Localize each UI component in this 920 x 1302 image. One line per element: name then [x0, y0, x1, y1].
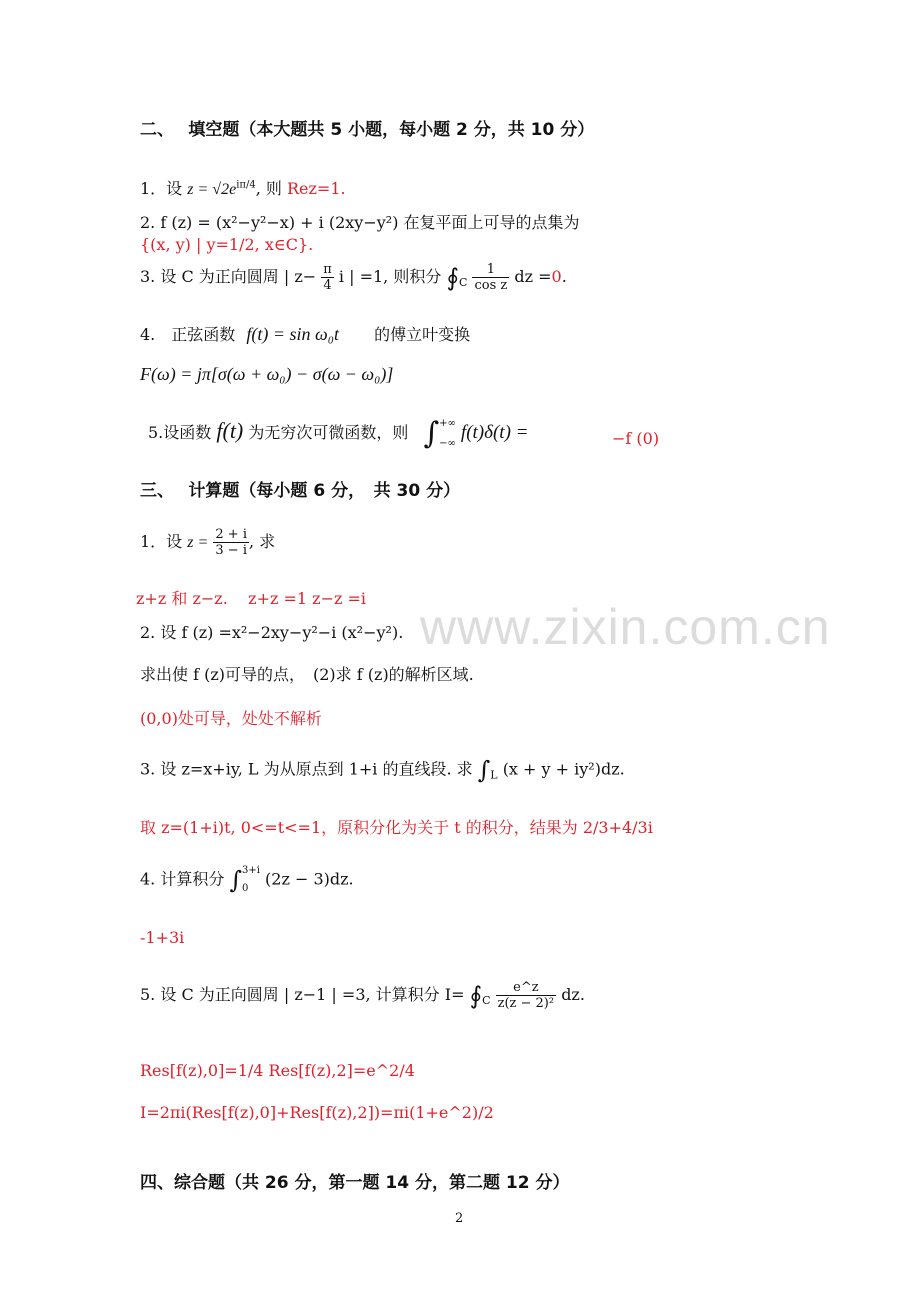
c5-fraction: $\frac{e\^{}z}{\text{z(z − 2)²}}$	[497, 980, 555, 1011]
c3-int-sub: L	[490, 768, 498, 782]
integral-icon: ∫	[229, 866, 242, 894]
q5-prefix: 5.设函数	[148, 423, 212, 442]
q5-limits: +∞ −∞	[439, 417, 456, 449]
section-2-heading: 二、 填空题（本大题共 5 小题，每小题 2 分，共 10 分）	[140, 120, 595, 140]
calc-q2-line2: 求出使 f (z)可导的点， (2)求 f (z)的解析区域.	[140, 665, 474, 684]
c1-suffix: , 求	[249, 532, 276, 551]
fill-q2-answer: {(x, y) | y=1/2, x∈C}.	[140, 235, 314, 254]
q5-integrand: f(t)δ(t) =	[460, 422, 529, 443]
fill-q5-answer: −f (0)	[612, 429, 660, 448]
calc-q1-answer	[136, 586, 366, 609]
q1-answer: Rez=1.	[286, 179, 346, 198]
q4-suffix: 的傅立叶变换	[374, 325, 471, 344]
c5-int-sub: C	[482, 994, 491, 1008]
calc-q3-answer: 取 z=(1+i)t, 0<=t<=1，原积分化为关于 t 的积分，结果为 2/3+4/3i	[140, 818, 653, 837]
contour-integral-icon: ∮	[446, 263, 459, 292]
contour-integral-icon: ∮	[469, 981, 483, 1010]
q1-expression: z = √2e	[187, 181, 237, 198]
q1-exponent: iπ/4	[236, 179, 256, 191]
integral-icon: ∫	[423, 416, 440, 451]
fill-q4	[140, 322, 470, 345]
q3-prefix: 3. 设 C 为正向圆周 | z−	[140, 267, 317, 286]
q4-function: f(t) = sin ω₀t	[246, 324, 339, 344]
watermark: www.zixin.com.cn	[420, 599, 831, 655]
q3-end: .	[561, 267, 567, 286]
c1-fraction: $\frac{2 + i}{3 - i}$	[215, 527, 247, 558]
fill-q2: 2. f (z) = (x²−y²−x) + i (2xy−y²) 在复平面上可导的点集为	[140, 213, 580, 232]
q4-prefix: 4. 正弦函数	[140, 325, 236, 344]
calc-q5	[140, 980, 585, 1011]
fill-q4-answer: F(ω) = jπ[σ(ω + ω₀) − σ(ω − ω₀)]	[140, 364, 394, 384]
q5-function: f(t)	[216, 418, 244, 443]
c1-answer-a: z+z 和 z−z.	[136, 589, 228, 608]
q1-mid: , 则	[255, 179, 282, 198]
section-3-heading: 三、 计算题（每小题 6 分， 共 30 分）	[140, 481, 461, 501]
calc-q5-answer-1: Res[f(z),0]=1/4 Res[f(z),2]=e^2/4	[140, 1061, 415, 1080]
calc-q5-answer-2: I=2πi(Res[f(z),0]+Res[f(z),2])=πi(1+e^2)/2	[140, 1103, 494, 1122]
integral-icon: ∫	[477, 756, 491, 784]
fill-q3	[140, 262, 567, 293]
q3-int-sub: C	[458, 276, 468, 290]
fill-q5	[148, 416, 528, 451]
q3-answer: 0	[551, 267, 562, 286]
c4-limits: 3+i 0	[241, 865, 260, 894]
c1-lhs: z =	[187, 534, 209, 551]
q3-tail: dz =	[514, 267, 552, 286]
q5-mid: 为无穷次可微函数，则	[248, 423, 409, 442]
c3-prefix: 3. 设 z=x+iy, L 为从原点到 1+i 的直线段. 求	[140, 759, 473, 779]
section-4-heading: 四、综合题（共 26 分，第一题 14 分，第二题 12 分）	[140, 1173, 570, 1193]
calc-q2: 2. 设 f (z) =x²−2xy−y²−i (x²−y²).	[140, 623, 404, 642]
c1-answer-b: z+z =1 z−z =i	[248, 589, 367, 608]
calc-q4-answer: -1+3i	[140, 928, 185, 947]
c5-prefix: 5. 设 C 为正向圆周 | z−1 | =3, 计算积分 I=	[140, 985, 465, 1004]
page-number: 2	[455, 1211, 464, 1226]
c4-prefix: 4. 计算积分	[140, 869, 225, 889]
calc-q3	[140, 756, 625, 784]
c5-tail: dz.	[561, 985, 585, 1004]
q3-fraction-2: $\frac{1}{\text{cos z}}$	[474, 262, 508, 293]
c1-prefix: 1．设	[140, 532, 183, 551]
q3-fraction: $\frac{\pi}{4}$	[323, 262, 332, 293]
calc-q1	[140, 527, 275, 558]
q1-prefix: 1．设	[140, 179, 183, 198]
calc-q4	[140, 865, 354, 895]
q3-mid: i | =1, 则积分	[338, 267, 442, 286]
c4-integrand: (2z − 3)dz.	[265, 869, 354, 889]
fill-q1	[140, 176, 346, 199]
calc-q2-answer: (0,0)处可导，处处不解析	[140, 709, 322, 728]
c3-integrand: (x + y + iy²)dz.	[502, 759, 625, 779]
